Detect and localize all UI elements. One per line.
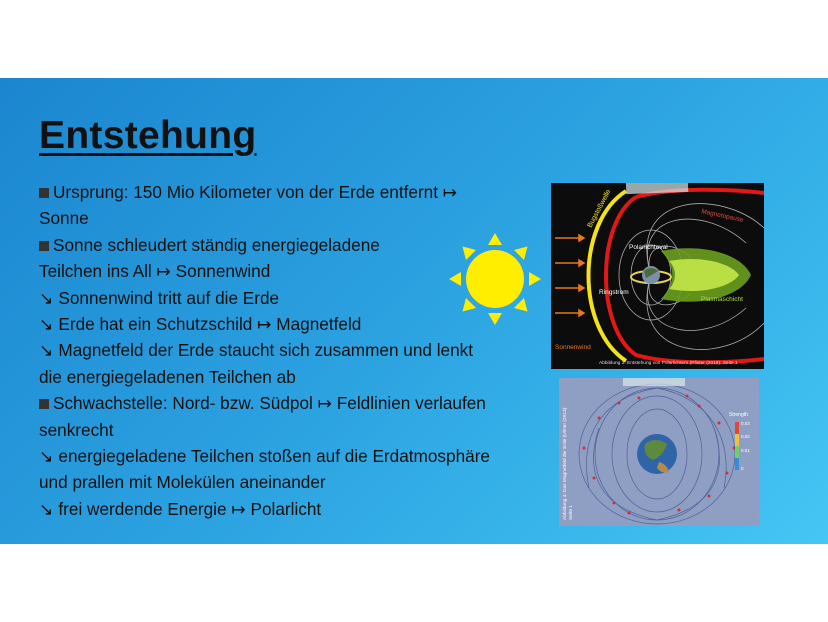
bullet-line (39, 288, 279, 309)
arrow-down-right-icon: ↘ (39, 287, 54, 308)
arrow-down-right-icon: ↘ (39, 340, 54, 361)
bullet-line (39, 393, 486, 414)
square-bullet-icon (39, 241, 49, 251)
bullet-text: die energiegeladenen Teilchen ab (39, 366, 296, 387)
sun-icon (446, 230, 544, 328)
label-sonnenwind: Sonnenwind (555, 344, 591, 351)
legend-tick: 0.02 (741, 434, 750, 439)
bullet-line (39, 420, 114, 441)
arrow-down-right-icon: ↘ (39, 446, 54, 466)
slide (0, 78, 828, 544)
bullet-text: Teilchen ins All ↦ Sonnenwind (39, 261, 271, 282)
bullet-line (39, 261, 270, 282)
bullet-text: Sonne (39, 208, 89, 229)
bullet-line (39, 182, 457, 203)
bullet-text: Sonnenwind tritt auf die Erde (58, 287, 280, 308)
figure1-caption: Abbildung 3: Entstehung von Polarlichtern (Pfister (2018): Seite 1 (599, 361, 738, 366)
label-ringstrom: Ringstrom (599, 289, 629, 296)
bullet-text: Sonne schleudert ständig energiegeladene (53, 234, 380, 255)
bullet-line (39, 446, 490, 467)
bullet-text: Ursprung: 150 Mio Kilometer von der Erde entfernt ↦ (53, 182, 458, 202)
magnetosphere-figure (551, 183, 764, 369)
bullet-line (39, 314, 361, 335)
bullet-text: frei werdende Energie ↦ Polarlicht (58, 498, 322, 519)
slide-title: Entstehung (39, 114, 257, 157)
label-polarlichtoval: Polarlichtoval (629, 244, 668, 251)
legend-tick: 0 (741, 466, 744, 471)
square-bullet-icon (39, 399, 49, 409)
bullet-text: energiegeladene Teilchen stoßen auf die Erdatmosphäre (58, 446, 490, 466)
label-plasmaschicht: Plasmaschicht (701, 296, 743, 303)
bullet-text: Magnetfeld der Erde staucht sich zusammen und lenkt (58, 340, 474, 361)
label-bugstosswelle: Bugstoßwelle (586, 188, 613, 229)
bullet-line (39, 235, 380, 256)
legend-tick: 0.01 (741, 448, 750, 453)
bullet-text: und prallen mit Molekülen aneinander (39, 472, 326, 493)
legend-tick: 0.03 (741, 421, 750, 426)
arrow-down-right-icon: ↘ (39, 498, 54, 519)
square-bullet-icon (39, 188, 49, 198)
bullet-text: Schwachstelle: Nord- bzw. Südpol ↦ Feldlinien verlaufen (53, 393, 486, 414)
bullet-line (39, 208, 89, 229)
bullet-line (39, 367, 296, 388)
magnetic-field-figure (559, 378, 759, 526)
legend-title: Strength (729, 412, 748, 418)
bullet-line (39, 340, 473, 361)
figure2-caption-line1: Abbildung 4: Das Magnetfeld der Erde (Ulmer (2013): (563, 406, 568, 520)
arrow-down-right-icon: ↘ (39, 314, 54, 334)
figure2-caption-line2: Seite 1 (569, 505, 574, 520)
bullet-line (39, 472, 326, 493)
bullet-text: Erde hat ein Schutzschild ↦ Magnetfeld (58, 314, 362, 334)
bullet-line (39, 499, 321, 520)
bullet-text: senkrecht (39, 419, 114, 440)
label-magnetopause: Magnetopause (700, 208, 745, 224)
